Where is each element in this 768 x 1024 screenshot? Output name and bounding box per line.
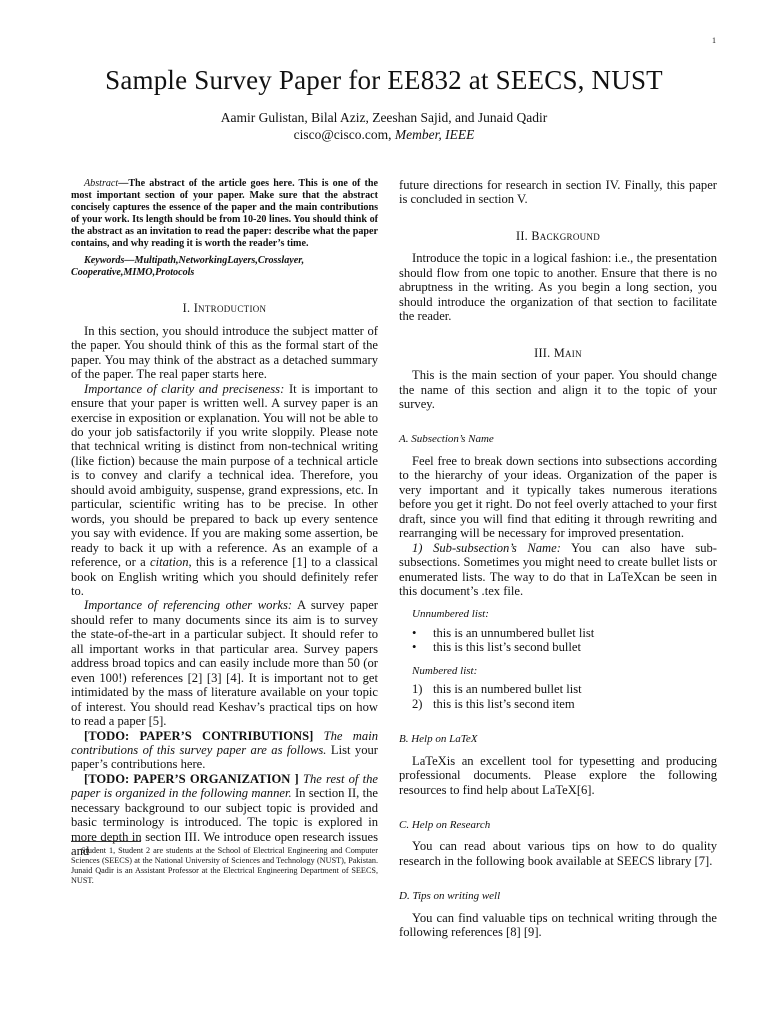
clarity-text: It is important to ensure that your paper is written well. A survey paper is an exercise in exposition or explanation. You will not be able to do your job satisfactorily if you write sloppily. Please note that technical writing is distinct from non-technical writing (like fiction) because the main purpose of a technical article is to convey and clarify a technical idea. Therefore, you should avoid ambiguity, suspense, grand expressions, etc. In particular, scientific writing has to be precise. In other words, you should be prepared to back up every sentence you say with evidence. If you are making some assertion, be ready to back it up with a reference. As an example of a reference, or a <box>71 381 378 570</box>
clarity-lead: Importance of clarity and preciseness: <box>84 381 285 396</box>
subsubsection-lead: 1) Sub-subsection’s Name: <box>412 540 561 555</box>
subsubsection-paragraph <box>399 541 717 599</box>
contributions-text: List your paper’s contributions here. <box>71 742 378 772</box>
contributions-italic: The main contributions of this survey paper are as follows. <box>71 728 378 757</box>
referencing-text: A survey paper should refer to many documents since its aim is to survey the state-of-the-art in a particular subject. It should refer to all important works in that particular area. Survey papers address broad topics and can easily include more than 50 (or even 100!) references [2] [3] [4]. It is important not to get intimidated by the mass of literature available on your topic of interest. You should read Keshav’s practical tips on how to read a paper [5]. <box>71 598 378 729</box>
unnumbered-list-label: Unnumbered list: <box>412 608 489 621</box>
todo-contributions: [TODO: PAPER’S CONTRIBUTIONS] <box>84 728 314 743</box>
footnote: Student 1, Student 2 are students at the School of Electrical Engineering and Computer Sciences (SEECS) at the National University of Sciences and Technology (NUST), Pakistan. Junaid Qadir is an Assistant Professor at the Electrical Engineering Department of SEECS, NUST. <box>71 846 378 886</box>
right-column <box>399 178 717 940</box>
bullet-list <box>399 626 717 655</box>
background-paragraph: Introduce the topic in a logical fashion: i.e., the presentation should flow from one topic to another. Ensure that there is no abruptness in the writing. As you begin a long section, you should introduce the organization of that section to facilitate the reader. <box>399 251 717 324</box>
footnote-rule <box>71 841 141 842</box>
subsection-b-paragraph: LaTeXis an excellent tool for typesetting and producing professional documents. Please explore the following resources to find help about LaTeX[6]. <box>399 753 717 797</box>
list-item-text: this is this list’s second item <box>433 696 575 711</box>
subsection-heading-d: D. Tips on writing well <box>399 890 501 903</box>
organization-text: In section II, the necessary background to our subject topic is provided and basic terminology is introduced. The topic is explored in more depth in section III. We introduce open research issues and <box>71 786 379 859</box>
authors-line: Aamir Gulistan, Bilal Aziz, Zeeshan Sajid, and Junaid Qadir <box>220 110 548 125</box>
section-heading-main: III. Main <box>534 345 582 360</box>
section-heading-background: II. Background <box>515 228 601 243</box>
abstract-text: —The abstract of the article goes here. This is one of the most important section of your paper. Make sure that the abstract concisely captures the essence of the paper and the main contributions of your work. Its length should be from 10-20 lines. You should think of the abstract as an invitation to read the paper: describe what the paper contains, and why reading it is worth the reader’s time. <box>71 178 378 250</box>
contact-email: cisco@cisco.com, <box>293 127 392 142</box>
list-item <box>412 682 717 696</box>
member-label: Member, IEEE <box>394 127 475 142</box>
bullet-icon: • <box>412 640 417 655</box>
left-column <box>71 178 378 859</box>
subsection-heading-c: C. Help on Research <box>399 818 491 831</box>
subsection-a-paragraph: Feel free to break down sections into subsections according to the hierarchy of your ideas. Organization of the paper is very important and it typically takes numerous iterations before you get it right. Do not feel overly attached to your first draft, since you will find that editing it through rewriting and rearranging will be necessary for improved presentation. <box>399 453 717 541</box>
intro-paragraph-4 <box>71 729 378 772</box>
intro-paragraph-1: In this section, you should introduce the subject matter of the paper. You should think of this as the formal start of the paper. You may think of the abstract as a detached summary of the paper. The real paper starts here. <box>71 323 378 382</box>
abstract-lead: Abstract <box>84 178 119 189</box>
referencing-lead: Importance of referencing other works: <box>84 598 293 613</box>
author-block <box>0 109 768 143</box>
list-item-text: this is an numbered bullet list <box>433 682 582 697</box>
list-item <box>412 640 717 654</box>
main-paragraph: This is the main section of your paper. You should change the name of this section and align it to the topic of your survey. <box>399 368 717 411</box>
intro-paragraph-3 <box>71 598 378 728</box>
numbered-list <box>399 682 717 711</box>
subsubsection-text: You can also have sub-subsections. Sometimes you might need to create bullet lists or enumerated lists. The way to do that in LaTeXcan be seen in this document’s .tex file. <box>399 540 717 598</box>
citation-word: citation <box>150 555 189 570</box>
todo-organization: [TODO: PAPER’S ORGANIZATION ] <box>84 771 299 786</box>
bullet-icon: • <box>412 625 417 640</box>
list-number: 2) <box>412 696 423 711</box>
keywords: Keywords—Multipath,NetworkingLayers,Crosslayer, Cooperative,MIMO,Protocols <box>71 255 305 279</box>
subsection-d-paragraph: You can find valuable tips on technical writing through the following references [8] [9]. <box>399 910 717 940</box>
intro-continuation: future directions for research in section IV. Finally, this paper is concluded in section V. <box>399 178 717 207</box>
numbered-list-label: Numbered list: <box>412 664 478 677</box>
paper-title: Sample Survey Paper for EE832 at SEECS, NUST <box>105 65 663 95</box>
organization-italic: The rest of the paper is organized in the following manner. <box>71 771 378 801</box>
section-heading-introduction: I. Introduction <box>182 301 267 316</box>
list-item-text: this is an unnumbered bullet list <box>433 625 595 640</box>
list-number: 1) <box>412 682 423 697</box>
abstract <box>71 178 378 250</box>
author-affiliation <box>0 126 768 143</box>
list-item <box>412 626 717 640</box>
clarity-tail: , this is a reference [1] to a classical book on English writing which you should definitely refer to. <box>71 555 378 598</box>
intro-paragraph-2 <box>71 382 378 599</box>
page-number: 1 <box>712 36 716 45</box>
subsection-heading-a: A. Subsection’s Name <box>399 433 494 446</box>
list-item-text: this is this list’s second bullet <box>433 640 581 655</box>
subsection-c-paragraph: You can read about various tips on how to do quality research in the following book available at SEECS library [7]. <box>399 839 717 868</box>
list-item <box>412 697 717 711</box>
subsection-heading-b: B. Help on LaTeX <box>399 733 478 746</box>
